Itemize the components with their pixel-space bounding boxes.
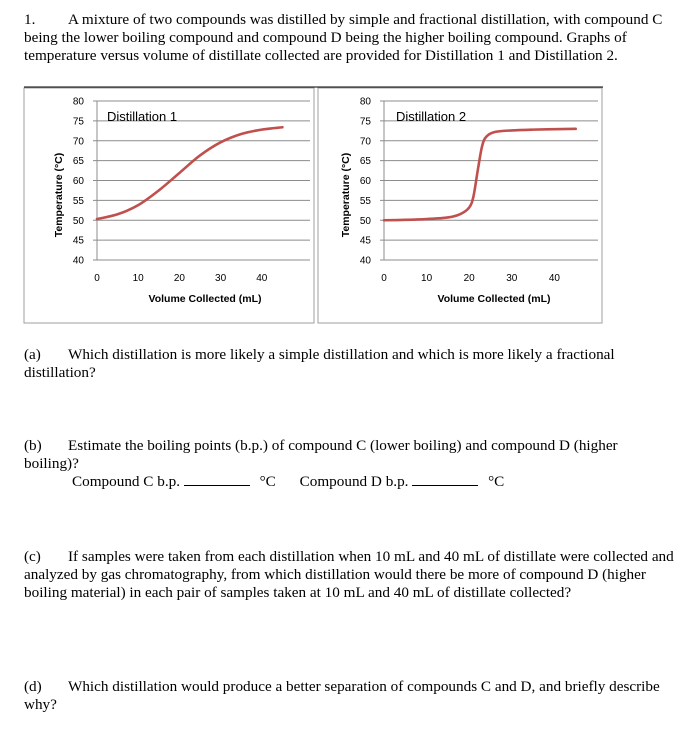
- chart-2-series-line: [384, 129, 576, 220]
- compound-d-bp-label: Compound D b.p.: [299, 473, 409, 490]
- y-tick-label: 70: [359, 136, 371, 148]
- y-tick-label: 45: [72, 235, 84, 247]
- chart-distillation-1: [24, 88, 314, 323]
- chart-2-y-axis-label: Temperature (°C): [340, 152, 352, 238]
- chart-distillation-2: [318, 88, 602, 323]
- question-intro-text: A mixture of two compounds was distilled by simple and fractional distillation, with compound C being the lower boiling compound and compound D being the higher boiling compound. Graphs of temperature versus volume of distillate collected are provided for Distillation 1 and Distillation 2.: [24, 11, 663, 64]
- question-d-text: Which distillation would produce a better separation of compounds C and D, and briefly describe why?: [24, 678, 660, 713]
- y-tick-label: 80: [72, 96, 84, 108]
- x-tick-label: 0: [94, 273, 100, 284]
- x-tick-label: 10: [132, 273, 144, 284]
- x-tick-label: 40: [548, 273, 560, 284]
- x-tick-label: 20: [173, 273, 185, 284]
- y-tick-label: 55: [359, 195, 371, 207]
- x-tick-label: 0: [381, 273, 387, 284]
- chart-1-x-ticks: [94, 273, 268, 284]
- compound-c-bp-blank[interactable]: [184, 473, 250, 486]
- question-a-label: (a): [24, 346, 41, 363]
- chart-2-y-ticks: [360, 97, 384, 267]
- chart-1-y-ticks: [73, 97, 97, 267]
- x-tick-label: 10: [421, 273, 433, 284]
- chart-1-y-axis-label: Temperature (°C): [53, 152, 65, 238]
- y-tick-label: 55: [72, 195, 84, 207]
- y-tick-label: 60: [359, 176, 371, 187]
- y-tick-label: 45: [359, 235, 371, 247]
- chart-1-x-axis-label: Volume Collected (mL): [148, 293, 262, 305]
- y-tick-label: 70: [72, 136, 84, 148]
- distillation-charts: [0, 0, 693, 330]
- compound-d-bp-unit: °C: [488, 473, 505, 490]
- y-tick-label: 75: [359, 116, 371, 128]
- x-tick-label: 20: [463, 273, 475, 284]
- y-tick-label: 80: [359, 96, 371, 108]
- chart-2-grid: [384, 101, 598, 260]
- compound-d-bp-blank[interactable]: [412, 473, 478, 486]
- x-tick-label: 40: [256, 273, 268, 284]
- chart-2-x-ticks: [381, 273, 560, 284]
- y-tick-label: 60: [72, 176, 84, 187]
- y-tick-label: 40: [359, 255, 371, 267]
- question-a: [24, 346, 674, 382]
- question-c-text: If samples were taken from each distillation when 10 mL and 40 mL of distillate were collected and analyzed by gas chromatography, from which distillation would there be more of compound D (higher boiling material) in each pair of samples taken at 10 mL and 40 mL of distillate collected?: [24, 548, 674, 601]
- y-tick-label: 40: [72, 255, 84, 267]
- question-c: [24, 548, 674, 601]
- compound-c-bp-label: Compound C b.p.: [72, 473, 181, 490]
- y-tick-label: 65: [72, 156, 84, 168]
- question-b-text: Estimate the boiling points (b.p.) of compound C (lower boiling) and compound D (higher boiling)?: [24, 437, 618, 472]
- question-a-text: Which distillation is more likely a simple distillation and which is more likely a fractional distillation?: [24, 346, 615, 381]
- chart-2-title: Distillation 2: [396, 109, 467, 124]
- chart-1-title: Distillation 1: [107, 109, 178, 124]
- question-d-label: (d): [24, 678, 42, 695]
- question-d: [24, 678, 674, 714]
- y-tick-label: 65: [359, 156, 371, 168]
- question-number: 1.: [24, 11, 36, 28]
- question-c-label: (c): [24, 548, 41, 565]
- x-tick-label: 30: [506, 273, 518, 284]
- x-tick-label: 30: [215, 273, 227, 284]
- chart-1-grid: [97, 101, 310, 260]
- question-b: [24, 437, 674, 473]
- y-tick-label: 50: [359, 215, 371, 227]
- question-b-label: (b): [24, 437, 42, 454]
- y-tick-label: 75: [72, 116, 84, 128]
- chart-2-x-axis-label: Volume Collected (mL): [437, 293, 551, 305]
- boiling-point-answer-row: [24, 473, 684, 491]
- y-tick-label: 50: [72, 215, 84, 227]
- compound-c-bp-unit: °C: [259, 473, 276, 490]
